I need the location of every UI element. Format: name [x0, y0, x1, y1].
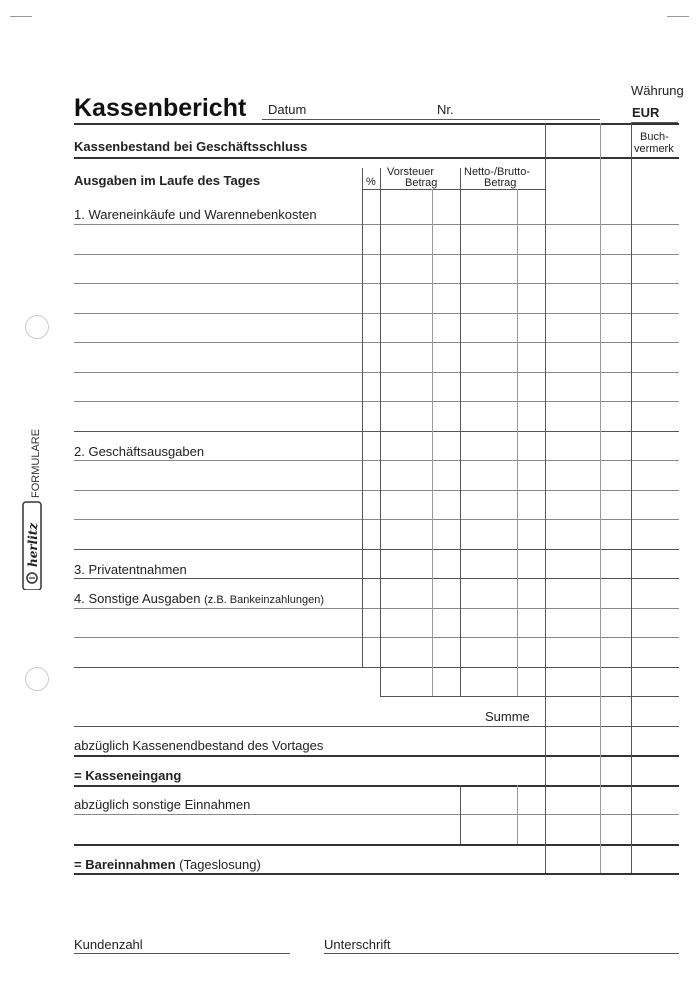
buchvermerk-col-left [631, 123, 632, 873]
amount-col-left [545, 123, 546, 873]
einnahmen-row-line [74, 814, 679, 815]
row-line [74, 254, 679, 255]
netto-header-2: Betrag [484, 177, 517, 189]
subtotal-bottom [380, 696, 679, 697]
row-line [74, 401, 679, 402]
kundenzahl-label: Kundenzahl [74, 937, 143, 952]
header-rule [74, 123, 679, 125]
percent-col-left [362, 168, 363, 667]
row-line [74, 342, 679, 343]
brand-logo-text: herlitz [26, 522, 40, 567]
abzueglich-kassenendbestand-label: abzüglich Kassenendbestand des Vortages [74, 738, 324, 753]
row-line [74, 490, 679, 491]
row-line [74, 519, 679, 520]
brand-product-text: FORMULARE [30, 428, 42, 498]
row-line [74, 224, 679, 225]
kundenzahl-field[interactable] [74, 953, 290, 954]
row-line [74, 283, 679, 284]
ausgaben-label: Ausgaben im Laufe des Tages [74, 173, 261, 188]
page-title: Kassenbericht [74, 94, 247, 122]
unterschrift-field[interactable] [324, 953, 679, 954]
summe-rule [74, 726, 679, 727]
row-line [74, 460, 679, 461]
netto-col-left [460, 168, 461, 696]
buchvermerk-line1: Buch- [640, 131, 669, 143]
section-2-label: 2. Geschäftsausgaben [74, 444, 205, 459]
percent-header: % [366, 176, 376, 188]
vorsteuer-header-1: Vorsteuer [387, 166, 435, 178]
bareinnahmen-label [74, 857, 261, 872]
einnahmen-rule [74, 844, 679, 846]
punch-hole-bottom [25, 667, 49, 691]
row-line [74, 608, 679, 609]
currency-value: EUR [632, 105, 660, 120]
herlitz-logo [20, 410, 46, 590]
row-line-expenses-end [74, 667, 679, 668]
row-line [74, 637, 679, 638]
corner-mark-left [10, 16, 32, 17]
vorsteuer-cents-divider [432, 189, 433, 696]
kasseneingang-rule [74, 785, 679, 787]
row-line-section-end [74, 549, 679, 550]
section-3-label: 3. Privatentnahmen [74, 562, 187, 577]
currency-label: Währung [631, 83, 684, 98]
einnahmen-netto-left [460, 785, 461, 844]
buchvermerk-line2: vermerk [634, 143, 674, 155]
abzueglich-kassenendbestand-rule [74, 755, 679, 757]
row-line [74, 313, 679, 314]
bareinnahmen-bold: = Bareinnahmen [74, 857, 176, 872]
percent-col-right [380, 168, 381, 696]
netto-cents-divider [517, 189, 518, 696]
datum-field[interactable] [262, 119, 600, 120]
row-line-section-end [74, 431, 679, 432]
abzueglich-einnahmen-label: abzüglich sonstige Einnahmen [74, 797, 251, 812]
row-line [74, 372, 679, 373]
corner-mark-right [667, 16, 689, 17]
section-1-label: 1. Wareneinkäufe und Warennebenkosten [74, 207, 317, 222]
datum-label: Datum [268, 102, 307, 117]
punch-hole-top [25, 315, 49, 339]
bareinnahmen-note: (Tageslosung) [179, 857, 261, 872]
bareinnahmen-rule [74, 873, 679, 875]
vorsteuer-header-2: Betrag [405, 177, 438, 189]
unterschrift-label: Unterschrift [324, 937, 391, 952]
row-line-section-end [74, 578, 679, 579]
amount-cents-divider [600, 123, 601, 873]
section-4-label [74, 591, 324, 606]
einnahmen-netto-cents [517, 785, 518, 844]
netto-header-1: Netto-/Brutto- [464, 166, 531, 178]
brand-strip [20, 410, 46, 590]
nr-label: Nr. [437, 102, 454, 117]
summe-label: Summe [485, 709, 530, 724]
section-4-note: (z.B. Bankeinzahlungen) [204, 594, 324, 606]
section-4-main: 4. Sonstige Ausgaben [74, 591, 201, 606]
kasseneingang-label: = Kasseneingang [74, 768, 182, 783]
kassenbestand-label: Kassenbestand bei Geschäftsschluss [74, 139, 308, 154]
kassenbestand-rule [74, 157, 679, 159]
